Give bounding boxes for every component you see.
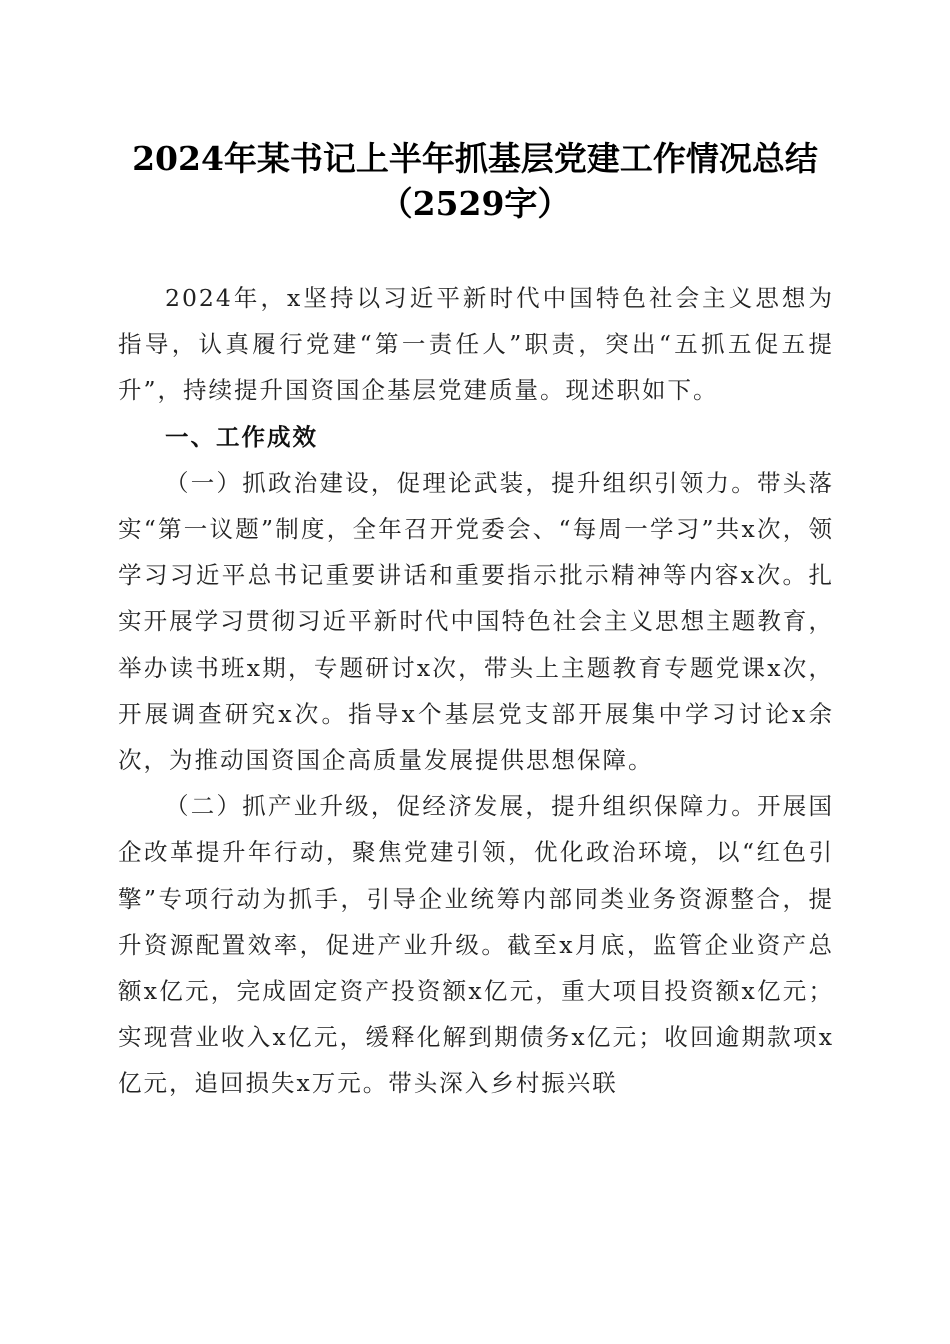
- section-heading-work-results: 一、工作成效: [165, 422, 318, 451]
- paragraph-industry-upgrade: （二）抓产业升级，促经济发展，提升组织保障力。开展国企改革提升年行动，聚焦党建引领，优化政治环境，以“红色引擎”专项行动为抓手，引导企业统筹内部同类业务资源整合，提升资源配置效率，促进产业升级。截至x月底，监管企业资产总额x亿元，完成固定资产投资额x亿元，重大项目投资额x亿元；实现营业收入x亿元，缓释化解到期债务x亿元；收回逾期款项x亿元，追回损失x万元。带头深入乡村振兴联: [118, 792, 834, 1098]
- document-body: [118, 275, 834, 1107]
- intro-paragraph: 2024年，x坚持以习近平新时代中国特色社会主义思想为指导，认真履行党建“第一责任人”职责，突出“五抓五促五提升”，持续提升国资国企基层党建质量。现述职如下。: [118, 284, 834, 405]
- paragraph-political-construction: （一）抓政治建设，促理论武装，提升组织引领力。带头落实“第一议题”制度，全年召开党委会、“每周一学习”共x次，领学习习近平总书记重要讲话和重要指示批示精神等内容x次。扎实开展学习贯彻习近平新时代中国特色社会主义思想主题教育，举办读书班x期，专题研讨x次，带头上主题教育专题党课x次，开展调查研究x次。指导x个基层党支部开展集中学习讨论x余次，为推动国资国企高质量发展提供思想保障。: [118, 468, 834, 775]
- document-title: 2024年某书记上半年抓基层党建工作情况总结（2529字）: [132, 139, 818, 223]
